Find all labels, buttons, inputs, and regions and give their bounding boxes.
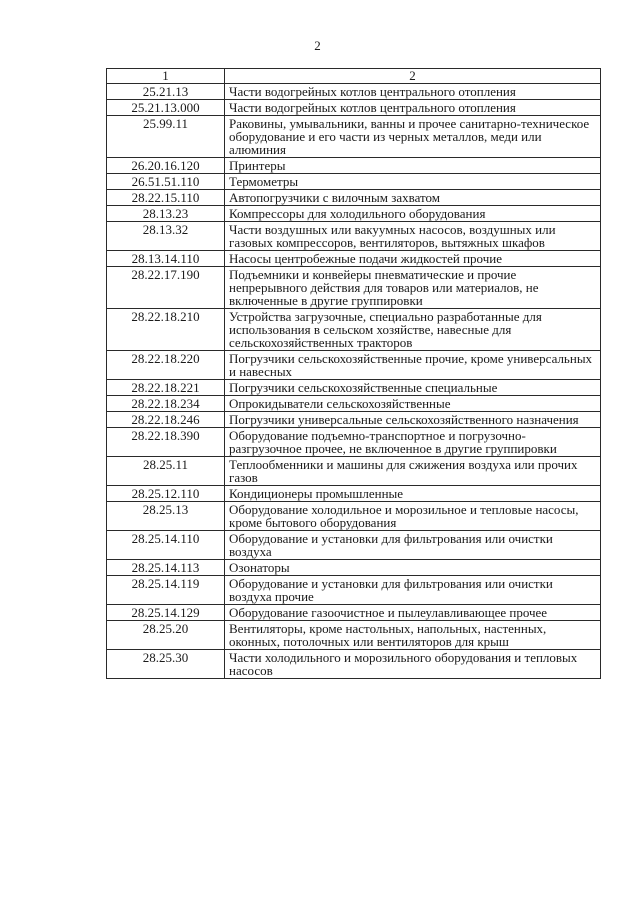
row-code: 28.25.14.113	[107, 560, 225, 576]
row-description: Теплообменники и машины для сжижения воздуха или прочих газов	[225, 457, 601, 486]
table-row	[107, 84, 601, 100]
row-description: Части водогрейных котлов центрального отопления	[225, 100, 601, 116]
row-code: 26.51.51.110	[107, 174, 225, 190]
row-code: 28.25.12.110	[107, 486, 225, 502]
column-header-2: 2	[225, 69, 601, 84]
row-description: Автопогрузчики с вилочным захватом	[225, 190, 601, 206]
row-description: Части холодильного и морозильного оборудования и тепловых насосов	[225, 650, 601, 679]
table-row	[107, 251, 601, 267]
table-row	[107, 380, 601, 396]
row-description: Оборудование и установки для фильтрования или очистки воздуха прочие	[225, 576, 601, 605]
codes-table	[106, 68, 601, 679]
row-code: 25.99.11	[107, 116, 225, 158]
row-code: 25.21.13.000	[107, 100, 225, 116]
row-description: Опрокидыватели сельскохозяйственные	[225, 396, 601, 412]
table-row	[107, 486, 601, 502]
table-row	[107, 206, 601, 222]
row-description: Принтеры	[225, 158, 601, 174]
row-description: Термометры	[225, 174, 601, 190]
row-code: 25.21.13	[107, 84, 225, 100]
row-description: Насосы центробежные подачи жидкостей прочие	[225, 251, 601, 267]
row-description: Части водогрейных котлов центрального отопления	[225, 84, 601, 100]
table-row	[107, 116, 601, 158]
row-description: Озонаторы	[225, 560, 601, 576]
row-description: Оборудование подъемно-транспортное и погрузочно-разгрузочное прочее, не включенное в другие группировки	[225, 428, 601, 457]
row-description: Подъемники и конвейеры пневматические и прочие непрерывного действия для товаров или материалов, не включенные в другие группировки	[225, 267, 601, 309]
row-code: 28.22.17.190	[107, 267, 225, 309]
row-code: 26.20.16.120	[107, 158, 225, 174]
row-code: 28.25.20	[107, 621, 225, 650]
table-row	[107, 100, 601, 116]
table-row	[107, 560, 601, 576]
row-code: 28.22.18.221	[107, 380, 225, 396]
table-row	[107, 267, 601, 309]
row-code: 28.22.18.210	[107, 309, 225, 351]
row-code: 28.13.32	[107, 222, 225, 251]
row-code: 28.13.14.110	[107, 251, 225, 267]
table-row	[107, 621, 601, 650]
table-row	[107, 351, 601, 380]
row-code: 28.22.18.246	[107, 412, 225, 428]
row-code: 28.25.13	[107, 502, 225, 531]
row-code: 28.13.23	[107, 206, 225, 222]
table-row	[107, 531, 601, 560]
row-code: 28.25.11	[107, 457, 225, 486]
row-code: 28.25.14.129	[107, 605, 225, 621]
table-row	[107, 502, 601, 531]
row-description: Устройства загрузочные, специально разработанные для использования в сельском хозяйстве, навесные для сельскохозяйственных тракторов	[225, 309, 601, 351]
table-header-row	[107, 69, 601, 84]
table-row	[107, 576, 601, 605]
table-row	[107, 222, 601, 251]
table-row	[107, 428, 601, 457]
table-row	[107, 396, 601, 412]
row-code: 28.22.15.110	[107, 190, 225, 206]
row-code: 28.25.14.119	[107, 576, 225, 605]
row-code: 28.22.18.220	[107, 351, 225, 380]
table-row	[107, 190, 601, 206]
row-code: 28.22.18.390	[107, 428, 225, 457]
table-body	[107, 84, 601, 679]
table-row	[107, 650, 601, 679]
row-description: Оборудование и установки для фильтрования или очистки воздуха	[225, 531, 601, 560]
row-description: Погрузчики сельскохозяйственные прочие, кроме универсальных и навесных	[225, 351, 601, 380]
table-row	[107, 412, 601, 428]
row-description: Погрузчики сельскохозяйственные специальные	[225, 380, 601, 396]
row-code: 28.25.30	[107, 650, 225, 679]
row-description: Погрузчики универсальные сельскохозяйственного назначения	[225, 412, 601, 428]
table-row	[107, 457, 601, 486]
row-code: 28.25.14.110	[107, 531, 225, 560]
row-description: Компрессоры для холодильного оборудования	[225, 206, 601, 222]
table-row	[107, 309, 601, 351]
row-description: Оборудование холодильное и морозильное и тепловые насосы, кроме бытового оборудования	[225, 502, 601, 531]
row-description: Кондиционеры промышленные	[225, 486, 601, 502]
table-row	[107, 174, 601, 190]
row-description: Раковины, умывальники, ванны и прочее санитарно-техническое оборудование и его части из черных металлов, меди или алюминия	[225, 116, 601, 158]
table-row	[107, 605, 601, 621]
row-description: Оборудование газоочистное и пылеулавливающее прочее	[225, 605, 601, 621]
row-code: 28.22.18.234	[107, 396, 225, 412]
table-row	[107, 158, 601, 174]
column-header-1: 1	[107, 69, 225, 84]
row-description: Вентиляторы, кроме настольных, напольных, настенных, оконных, потолочных или вентиляторов для крыш	[225, 621, 601, 650]
page-number: 2	[314, 38, 321, 53]
row-description: Части воздушных или вакуумных насосов, воздушных или газовых компрессоров, вентиляторов, вытяжных шкафов	[225, 222, 601, 251]
